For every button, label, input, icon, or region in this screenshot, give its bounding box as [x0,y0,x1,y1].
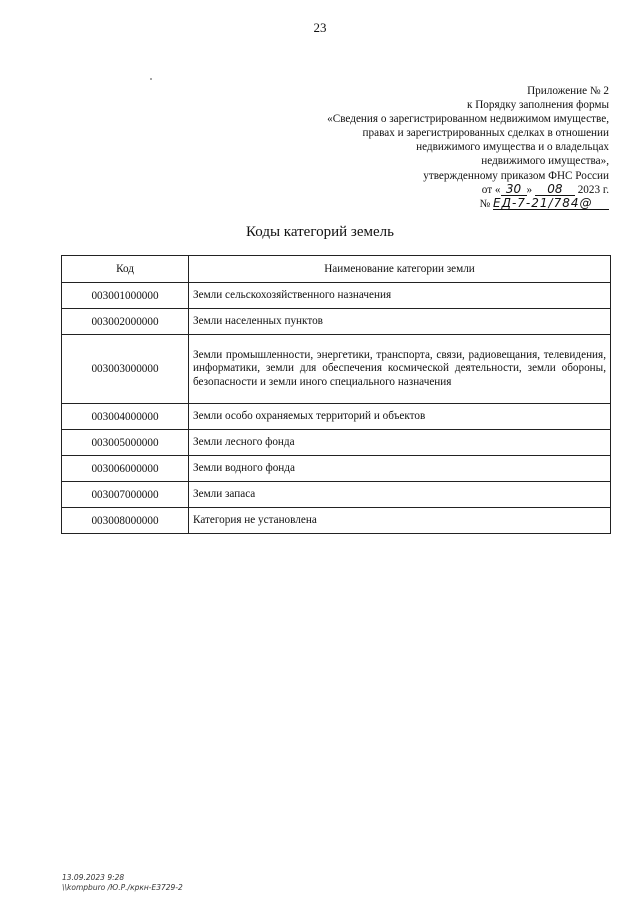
appendix-line: к Порядку заполнения формы [467,99,609,112]
table-header-row [62,256,611,283]
category-name: Земли особо охраняемых территорий и объектов [189,404,611,430]
header-name: Наименование категории земли [189,256,611,283]
appendix-line: «Сведения о зарегистрированном недвижимом имуществе, [327,113,609,126]
appendix-line: утвержденному приказом ФНС России [423,169,609,182]
category-name: Земли сельскохозяйственного назначения [189,283,611,309]
category-name: Земли запаса [189,482,611,508]
date-month-handwritten: 08 [535,183,575,196]
date-day-handwritten: 30 [501,183,527,196]
category-code: 003008000000 [62,508,189,534]
category-code: 003006000000 [62,456,189,482]
table-row [62,430,611,456]
land-categories-table [61,255,611,534]
order-prefix: № [479,197,491,210]
appendix-block [279,84,609,211]
header-code: Код [62,256,189,283]
footer-timestamp: 13.09.2023 9:28 [62,873,125,882]
table-row [62,404,611,430]
order-date [279,183,609,197]
category-code: 003004000000 [62,404,189,430]
table-row [62,508,611,534]
print-footer [62,873,183,893]
category-code: 003005000000 [62,430,189,456]
category-name: Земли промышленности, энергетики, транспорта, связи, радиовещания, телевидения, информатики, земли для обеспечения космической деятельности, земли обороны, безопасности и земли иного специального назначения [189,335,611,404]
page-number: 23 [313,20,327,35]
date-mid: » [526,183,533,196]
table-row [62,482,611,508]
category-code: 003007000000 [62,482,189,508]
table-row [62,456,611,482]
date-prefix: от « [481,183,501,196]
table-row [62,309,611,335]
category-name: Земли водного фонда [189,456,611,482]
table-row [62,283,611,309]
category-code: 003002000000 [62,309,189,335]
date-year: 2023 г. [577,183,609,196]
appendix-line: недвижимого имущества и о владельцах [416,141,609,154]
document-title: Коды категорий земель [246,224,394,240]
table-row [62,335,611,404]
appendix-line: Приложение № 2 [527,85,609,97]
footer-path: \\kompburo /Ю.Р./кркн-Е3729-2 [62,883,183,892]
category-code: 003001000000 [62,283,189,309]
category-name: Земли населенных пунктов [189,309,611,335]
category-name: Категория не установлена [189,508,611,534]
order-number-line [279,197,609,211]
appendix-line: недвижимого имущества», [481,155,609,168]
order-number-handwritten: ЕД-7-21/784@ [493,197,609,210]
category-code: 003003000000 [62,335,189,404]
category-name: Земли лесного фонда [189,430,611,456]
appendix-line: правах и зарегистрированных сделках в отношении [362,127,609,140]
scan-speck [150,78,152,80]
